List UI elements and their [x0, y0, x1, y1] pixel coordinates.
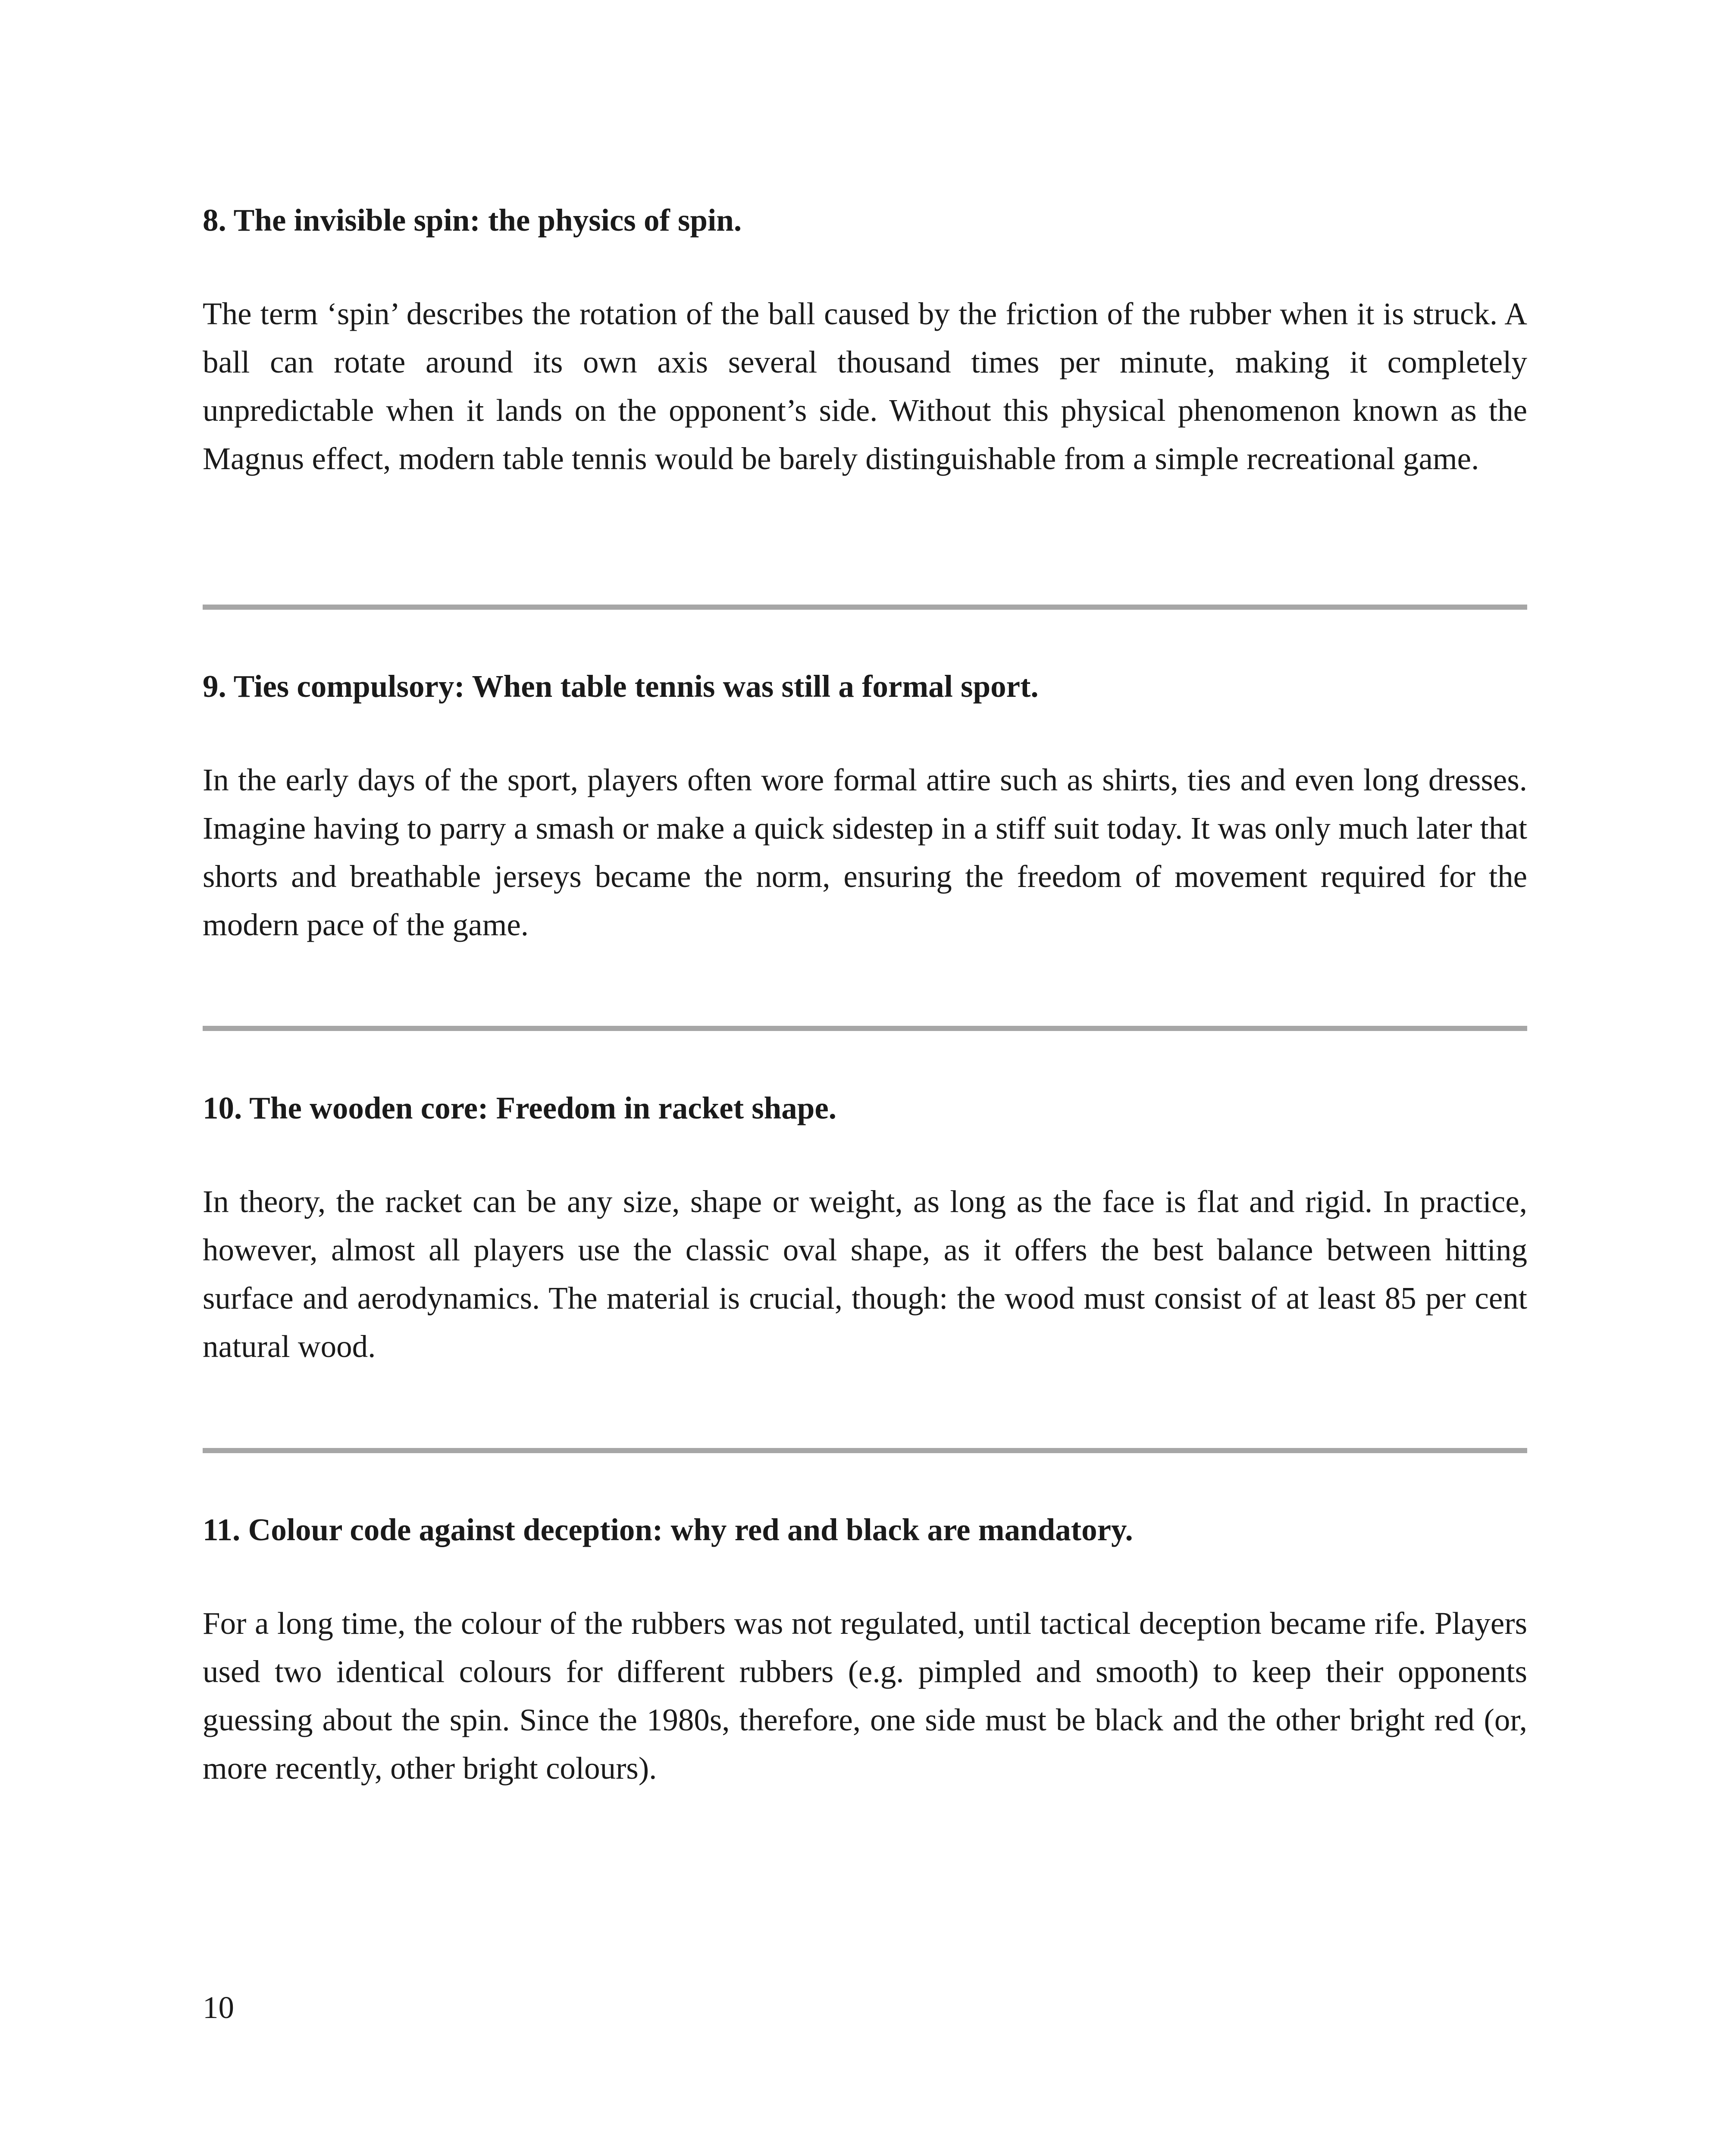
- section-divider: [203, 605, 1527, 610]
- section-body: The term ‘spin’ describes the rotation of the ball caused by the friction of the rubber when it is struck. A ball can rotate around its own axis several thousand times per minute, making it completely unpredictable when it lands on the opponent’s side. Without this physical phenomenon known as the Magnus effect, modern table tennis would be barely distinguishable from a simple recreational game.: [203, 296, 1527, 476]
- section-body: In theory, the racket can be any size, shape or weight, as long as the face is flat and rigid. In practice, however, almost all players use the classic oval shape, as it offers the best balance between hitting surface and aerodynamics. The material is crucial, though: the wood must consist of at least 85 per cent natural wood.: [203, 1184, 1527, 1364]
- section-body: For a long time, the colour of the rubbers was not regulated, until tactical deception became rife. Players used two identical colours for different rubbers (e.g. pimpled and smooth) to keep their opponents guessing about the spin. Since the 1980s, therefore, one side must be black and the other bright red (or, more recently, other bright colours).: [203, 1606, 1527, 1786]
- page-number: 10: [203, 1990, 234, 2025]
- section-10: [203, 1084, 1527, 1371]
- section-heading: 11. Colour code against deception: why red and black are mandatory.: [203, 1512, 1133, 1547]
- section-8: [203, 196, 1527, 483]
- section-heading: 9. Ties compulsory: When table tennis was still a formal sport.: [203, 669, 1039, 704]
- section-heading: 8. The invisible spin: the physics of spin.: [203, 203, 742, 238]
- section-9: [203, 662, 1527, 949]
- section-divider: [203, 1026, 1527, 1031]
- section-heading: 10. The wooden core: Freedom in racket shape.: [203, 1091, 837, 1125]
- section-divider: [203, 1448, 1527, 1453]
- section-body: In the early days of the sport, players often wore formal attire such as shirts, ties and even long dresses. Imagine having to parry a smash or make a quick sidestep in a stiff suit today. It was only much later that shorts and breathable jerseys became the norm, ensuring the freedom of movement required for the modern pace of the game.: [203, 762, 1527, 942]
- section-11: [203, 1506, 1527, 1792]
